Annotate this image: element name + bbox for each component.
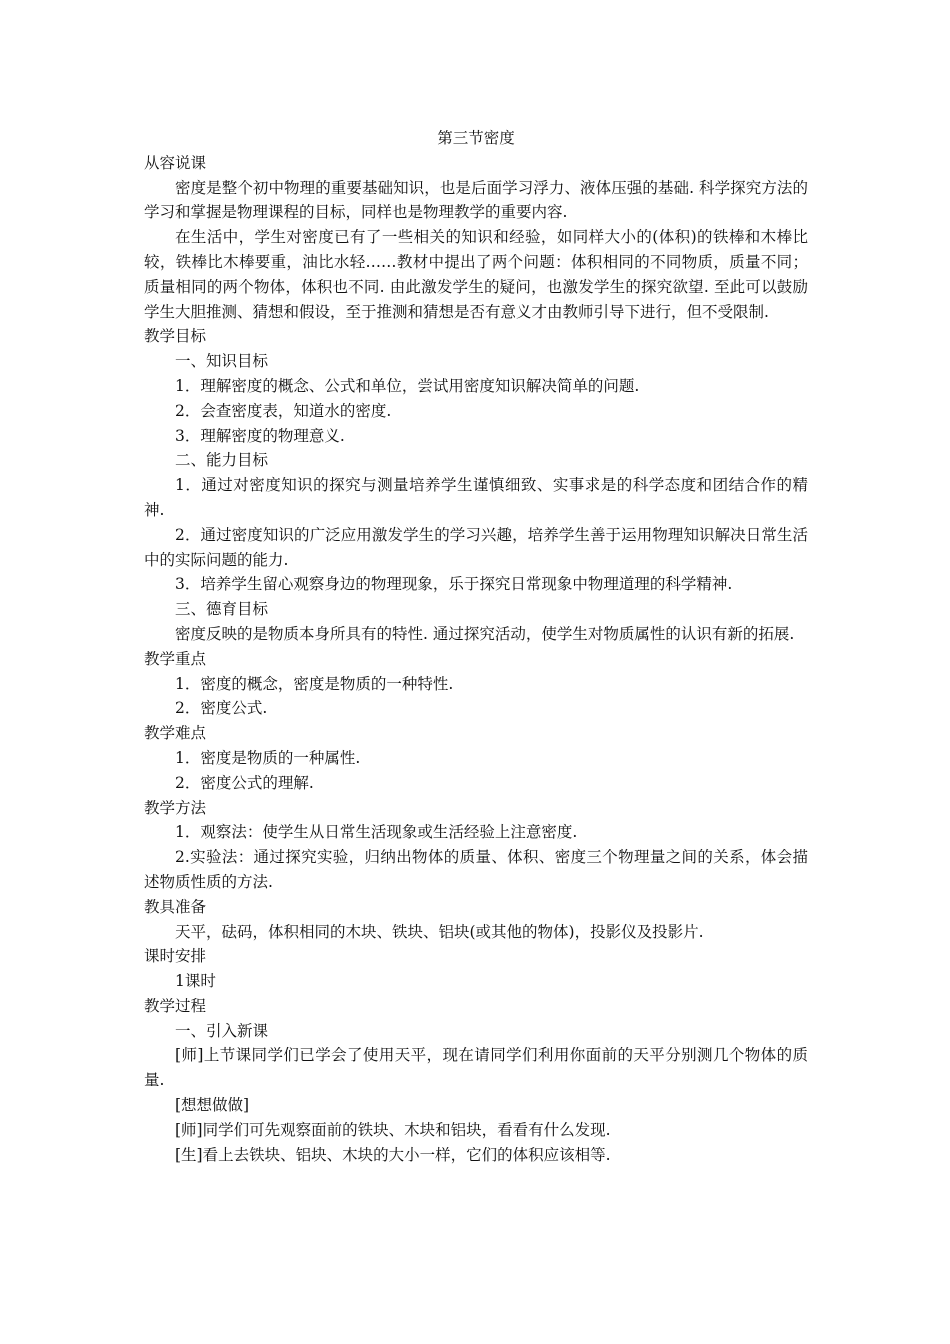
body-paragraph: 1．密度的概念，密度是物质的一种特性.: [175, 674, 454, 693]
body-paragraph: 三、德育目标: [175, 600, 269, 619]
body-paragraph: [想想做做]: [175, 1096, 250, 1115]
section-heading: 教学方法: [144, 798, 207, 817]
body-paragraph: 二、能力目标: [175, 451, 269, 470]
body-paragraph: [生]看上去铁块、铝块、木块的大小一样，它们的体积应该相等.: [175, 1145, 611, 1164]
document-title: 第三节密度: [437, 129, 515, 147]
body-paragraph: 密度反映的是物质本身所具有的特性. 通过探究活动，使学生对物质属性的认识有新的拓展.: [175, 624, 795, 643]
document-body: [144, 151, 808, 1168]
section-heading: 教学重点: [144, 649, 207, 668]
section-heading: 教学目标: [144, 327, 207, 346]
body-paragraph: 1．理解密度的概念、公式和单位，尝试用密度知识解决简单的问题.: [175, 376, 640, 395]
body-paragraph: 一、引入新课: [175, 1021, 269, 1040]
body-paragraph: 1课时: [175, 972, 216, 991]
document-page: [144, 126, 808, 1167]
body-paragraph: [师]同学们可先观察面前的铁块、木块和铝块，看看有什么发现.: [175, 1120, 611, 1139]
body-paragraph: 3．培养学生留心观察身边的物理现象，乐于探究日常现象中物理道理的科学精神.: [175, 575, 733, 594]
section-heading: 教学过程: [144, 996, 207, 1015]
section-heading: 教学难点: [144, 724, 207, 743]
section-heading: 教具准备: [144, 897, 207, 916]
body-paragraph: [师]上节课同学们已学会了使用天平，现在请同学们利用你面前的天平分别测几个物体的质量.: [144, 1046, 808, 1090]
body-paragraph: 2．通过密度知识的广泛应用激发学生的学习兴趣，培养学生善于运用物理知识解决日常生活中的实际问题的能力.: [144, 525, 808, 569]
section-heading: 课时安排: [144, 947, 207, 966]
body-paragraph: 天平，砝码，体积相同的木块、铁块、铝块(或其他的物体)，投影仪及投影片.: [175, 922, 704, 941]
body-paragraph: 2．会查密度表，知道水的密度.: [175, 401, 392, 420]
body-paragraph: 1．观察法：使学生从日常生活现象或生活经验上注意密度.: [175, 823, 578, 842]
body-paragraph: 一、知识目标: [175, 352, 269, 371]
body-paragraph: 2．密度公式.: [175, 699, 268, 718]
body-paragraph: 3．理解密度的物理意义.: [175, 426, 345, 445]
body-paragraph: 1．密度是物质的一种属性.: [175, 748, 361, 767]
body-paragraph: 1．通过对密度知识的探究与测量培养学生谨慎细致、实事求是的科学态度和团结合作的精神.: [144, 476, 808, 519]
body-paragraph: 2．密度公式的理解.: [175, 773, 314, 792]
body-paragraph: 在生活中，学生对密度已有了一些相关的知识和经验，如同样大小的(体积)的铁棒和木棒比较，铁棒比木棒要重，油比水轻……教材中提出了两个问题：体积相同的不同物质，质量不同；质量相同的两个物体，体积也不同. 由此激发学生的疑问，也激发学生的探究欲望. 至此可以鼓励学生大胆推测、猜想和假设，至于推测和猜想是否有意义才由教师引导下进行，但不受限制.: [144, 228, 808, 321]
body-paragraph: 密度是整个初中物理的重要基础知识，也是后面学习浮力、液体压强的基础. 科学探究方法的学习和掌握是物理课程的目标，同样也是物理教学的重要内容.: [144, 178, 808, 222]
body-paragraph: 2.实验法：通过探究实验，归纳出物体的质量、体积、密度三个物理量之间的关系，体会描述物质性质的方法.: [144, 848, 808, 891]
section-heading: 从容说课: [144, 153, 207, 172]
